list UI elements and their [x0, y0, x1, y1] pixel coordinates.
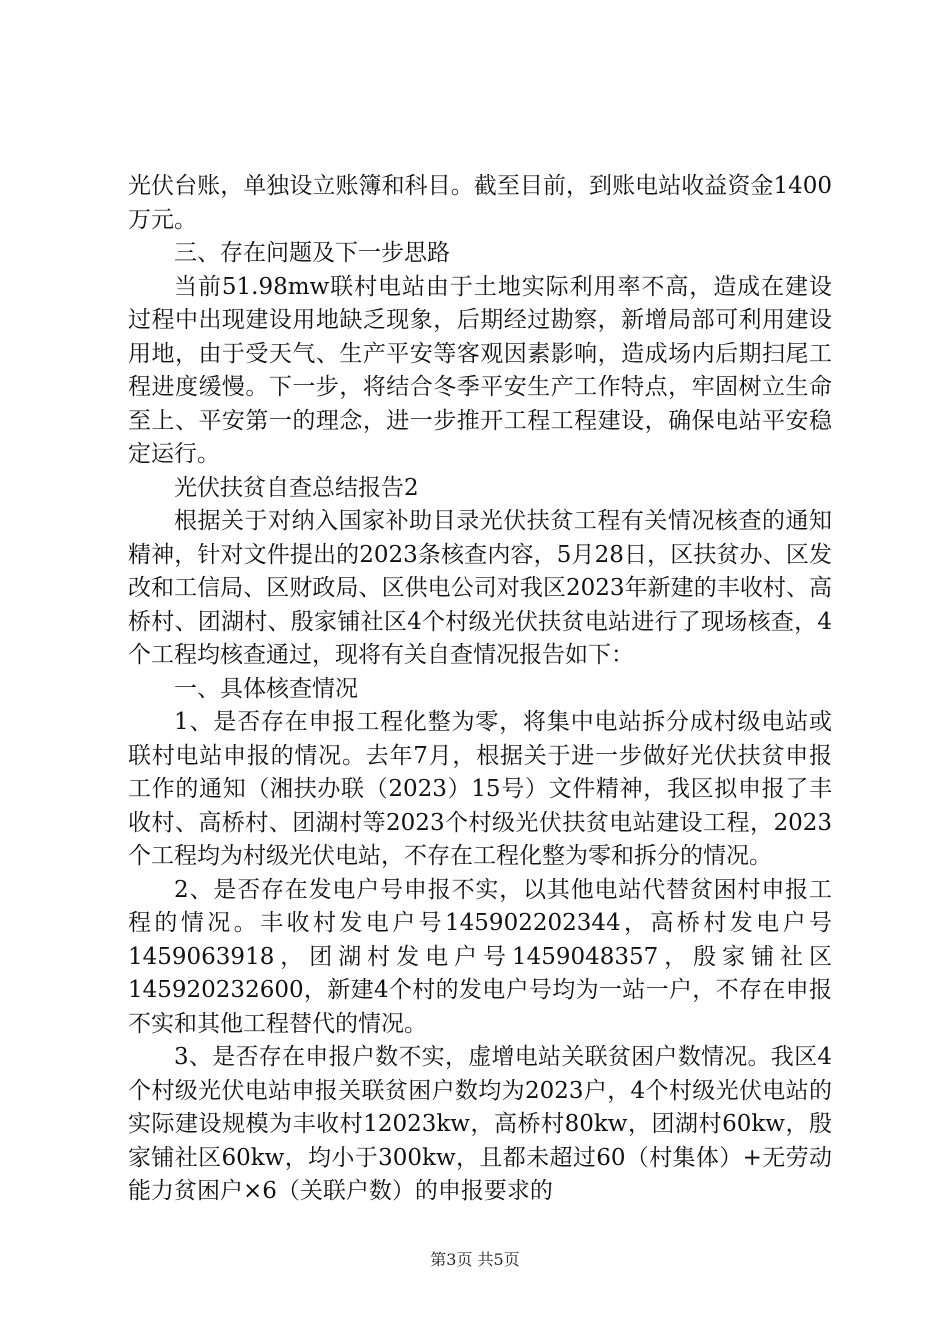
section-heading: 一、具体核查情况 [174, 675, 358, 702]
report-title: 光伏扶贫自查总结报告2 [174, 474, 419, 501]
paragraph-continuation: 光伏台账，单独设立账簿和科目。截至目前，到账电站收益资金1400万元。 [128, 173, 832, 233]
page-footer: 第3页 共5页 [430, 1250, 520, 1269]
paragraph: 当前51.98mw联村电站由于土地实际利用率不高，造成在建设过程中出现建设用地缺乏现象，后期经过勘察，新增局部可利用建设用地，由于受天气、生产平安等客观因素影响，造成场内后期扫尾工程进度缓慢。下一步，将结合冬季平安生产工作特点，牢固树立生命至上、平安第一的理念，进一步推开工程工程建设，确保电站平安稳定运行。 [128, 273, 832, 467]
section-heading: 三、存在问题及下一步思路 [174, 240, 450, 266]
paragraph: 3、是否存在申报户数不实，虚增电站关联贫困户数情况。我区4个村级光伏电站申报关联贫困户数均为2023户，4个村级光伏电站的实际建设规模为丰收村12023kw，高桥村80kw，团湖村60kw，殷家铺社区60kw，均小于300kw，且都未超过60（村集体）+无劳动能力贫困户×6（关联户数）的申报要求的 [128, 1044, 832, 1204]
paragraph: 2、是否存在发电户号申报不实，以其他电站代替贫困村申报工程的情况。丰收村发电户号145902202344，高桥村发电户号1459063918，团湖村发电户号1459048357，殷家铺社区145920232600，新建4个村的发电户号均为一站一户，不存在申报不实和其他工程替代的情况。 [128, 876, 832, 1037]
paragraph: 1、是否存在申报工程化整为零，将集中电站拆分成村级电站或联村电站申报的情况。去年7月，根据关于进一步做好光伏扶贫申报工作的通知（湘扶办联（2023）15号）文件精神，我区拟申报了丰收村、高桥村、团湖村等2023个村级光伏扶贫电站建设工程，2023个工程均为村级光伏电站，不存在工程化整为零和拆分的情况。 [128, 709, 832, 869]
paragraph: 根据关于对纳入国家补助目录光伏扶贫工程有关情况核查的通知精神，针对文件提出的2023条核查内容，5月28日，区扶贫办、区发改和工信局、区财政局、区供电公司对我区2023年新建的丰收村、高桥村、团湖村、殷家铺社区4个村级光伏扶贫电站进行了现场核查，4个工程均核查通过，现将有关自查情况报告如下： [128, 508, 832, 668]
document-body [128, 170, 832, 1209]
